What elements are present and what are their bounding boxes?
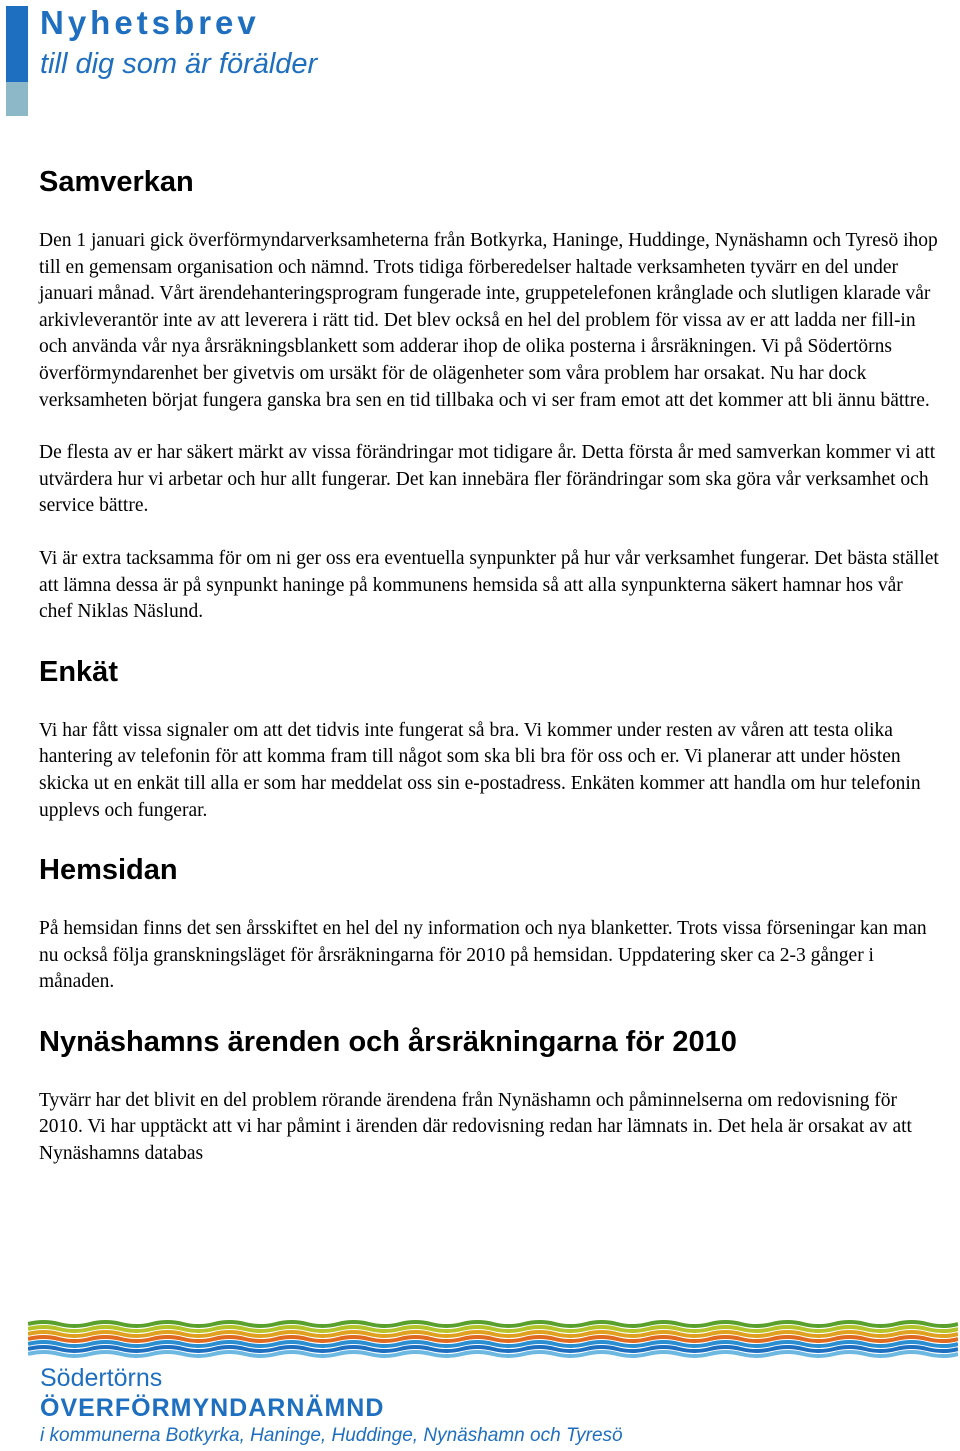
- paragraph: På hemsidan finns det sen årsskiftet en hel del ny information och nya blanketter. Trots vissa förseningar kan man nu också följa granskningsläget för årsräkningarna för 2010 på hemsidan. Uppdatering sker ca 2-3 gånger i månaden.: [39, 918, 927, 993]
- newsletter-title: Nyhetsbrev: [40, 4, 260, 41]
- section-samverkan: [39, 162, 939, 626]
- paragraph: Vi är extra tacksamma för om ni ger oss era eventuella synpunkter på hur vår verksamhet fungerar. Det bästa stället att lämna dessa är på synpunkt haninge på kommunens hemsida så att alla synpunkterna säkert hamnar hos vår chef Niklas Näslund.: [39, 547, 939, 623]
- paragraph: Vi har fått vissa signaler om att det tidvis inte fungerat så bra. Vi kommer under resten av våren att testa olika hantering av telefonin för att komma fram till något som ska bli bra för oss och er. Vi planerar att under hösten skicka ut en enkät till alla er som har meddelat oss sin e-postadress. Enkäten kommer att handla om hur telefonin upplevs och fungerar.: [39, 719, 921, 821]
- header-accent-bar: [6, 6, 28, 82]
- section-nynashamn: [39, 1022, 939, 1168]
- section-hemsidan: [39, 850, 939, 996]
- paragraph: Den 1 januari gick överförmyndarverksamheterna från Botkyrka, Haninge, Huddinge, Nynäshamn och Tyresö ihop till en gemensam organisation och nämnd. Trots tidiga förberedelser haltade verksamheten tyvärr en del under januari månad. Vårt ärendehanteringsprogram fungerade inte, gruppetelefonen krånglade och slutligen klarade vår arkivleverantör inte av att leverera i rätt tid. Det blev också en hel del problem för vissa av er att ladda ner fill-in och använda vår nya årsräkningsblankett som adderar ihop de olika posterna i årsräkningen. Vi på Södertörns överförmyndarenhet ber givetvis om ursäkt för de olägenheter som våra problem har orsakat. Nu har dock verksamheten börjat fungera ganska bra sen en tid tillbaka och vi ser fram emot att det kommer att bli ännu bättre.: [39, 230, 938, 411]
- footer-org-line1: Södertörns: [40, 1364, 163, 1392]
- header-accent-bar-light: [6, 82, 28, 116]
- section-heading: Hemsidan: [39, 854, 178, 887]
- section-heading: Nynäshamns ärenden och årsräkningarna för 2010: [39, 1025, 737, 1058]
- section-heading: Samverkan: [39, 166, 194, 198]
- paragraph: De flesta av er har säkert märkt av vissa förändringar mot tidigare år. Detta första år med samverkan kommer vi att utvärdera hur vi arbetar och hur allt fungerar. Det kan innebära fler förändringar som ska göra vår verksamhet och service bättre.: [39, 442, 936, 517]
- newsletter-body: [39, 160, 939, 1168]
- newsletter-subtitle: till dig som är förälder: [40, 48, 318, 80]
- section-heading: Enkät: [39, 655, 118, 688]
- footer-org-line2: ÖVERFÖRMYNDARNÄMND: [40, 1394, 385, 1422]
- section-enkat: [39, 652, 939, 824]
- footer-wave-logo: [28, 1318, 958, 1360]
- footer-municipalities: i kommunerna Botkyrka, Haninge, Huddinge, Nynäshamn och Tyresö: [40, 1425, 623, 1446]
- paragraph: Tyvärr har det blivit en del problem rörande ärendena från Nynäshamn och påminnelserna om redovisning för 2010. Vi har upptäckt att vi har påmint i ärenden där redovisning redan har lämnats in. Det hela är orsakat av att Nynäshamns databas: [39, 1089, 912, 1165]
